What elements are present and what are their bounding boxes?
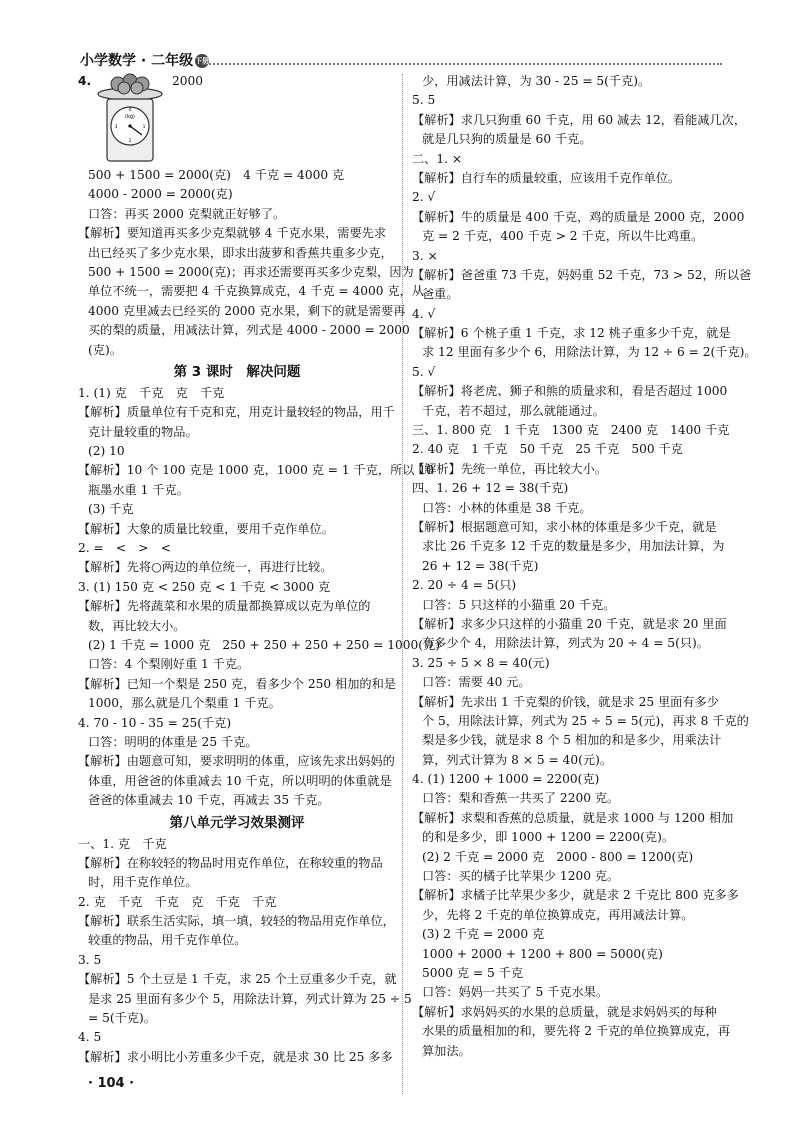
text-line: 500 + 1500 = 2000(克) 4 千克 = 4000 克 (88, 168, 345, 182)
header-title: 小学数学 · 二年级 下册 (80, 53, 210, 69)
page-number: · 104 · (88, 1076, 135, 1091)
text-line: 1000，那么就是几个梨重 1 千克。 (88, 696, 281, 711)
text-line: 求 12 里面有多少个 6，用除法计算，为 12 ÷ 6 = 2(千克)。 (422, 345, 757, 360)
text-line: 【解析】爸爸重 73 千克，妈妈重 52 千克，73 > 52，所以爸 (412, 267, 752, 282)
text-line: (2) 1 千克 = 1000 克 250 + 250 + 250 + 250 = 1000(克) (88, 637, 440, 652)
text-line: 时，用千克作单位。 (88, 875, 198, 890)
svg-text:(kg): (kg) (125, 114, 135, 120)
text-line: 是求 25 里面有多少个 5，用除法计算，列式计算为 25 ÷ 5 (88, 991, 412, 1006)
text-line: 【解析】10 个 100 克是 1000 克，1000 克 = 1 千克，所以 10 (78, 463, 434, 478)
text-line: 2. = < > < (78, 541, 171, 556)
text-line: 【解析】由题意可知，要求明明的体重，应该先求出妈妈的 (78, 754, 395, 769)
text-line: 瓶墨水重 1 千克。 (88, 482, 189, 497)
text-line: 4. 70 - 10 - 35 = 25(千克) (78, 715, 232, 730)
text-line: 3. × (412, 248, 438, 263)
text-line: 2. 克 千克 千克 克 千克 千克 (78, 894, 277, 909)
svg-text:0: 0 (128, 108, 132, 113)
text-line: 1. (1) 克 千克 克 千克 (78, 385, 225, 400)
text-line: (3) 2 千克 = 2000 克 (422, 927, 545, 942)
text-line: 【解析】自行车的质量较重，应该用千克作单位。 (412, 170, 681, 185)
text-line: 水果的质量相加的和，要先将 2 千克的单位换算成克，再 (422, 1024, 731, 1039)
edition-badge: 下册 (195, 54, 209, 68)
text-line: 5. √ (412, 364, 436, 379)
text-line: 爸重。 (422, 287, 459, 302)
scale-answer: 2000 (172, 74, 204, 88)
text-line: 【解析】牛的质量是 400 千克，鸡的质量是 2000 克，2000 (412, 209, 745, 224)
text-line: 4. √ (412, 306, 436, 321)
text-line: 4000 克里减去已经买的 2000 克水果，剩下的就是需要再 (88, 303, 406, 318)
text-line: 有多少个 4，用除法计算，列式为 20 ÷ 4 = 5(只)。 (422, 636, 709, 651)
text-line: 【解析】5 个土豆是 1 千克，求 25 个土豆重多少千克，就 (78, 972, 397, 987)
svg-text:3: 3 (114, 125, 118, 130)
text-line: 就是几只狗的质量是 60 千克。 (422, 132, 592, 147)
text-line: 【解析】大象的质量比较重，要用千克作单位。 (78, 521, 334, 536)
text-line: 体重，用爸爸的体重减去 10 千克，所以明明的体重就是 (88, 773, 392, 788)
text-line: 【解析】联系生活实际，填一填，较轻的物品用克作单位， (78, 914, 395, 929)
text-line: 四、1. 26 + 12 = 38(千克) (412, 481, 569, 496)
text-line: 三、1. 800 克 1 千克 1300 克 2400 克 1400 千克 (412, 423, 730, 438)
text-line: 千克，若不超过，那么就能通过。 (422, 403, 605, 418)
text-line: 【解析】先将蔬菜和水果的质量都换算成以克为单位的 (78, 599, 371, 614)
text-line: 4. 5 (78, 1030, 102, 1045)
page-header (80, 50, 722, 72)
text-line: 口答：明明的体重是 25 千克。 (88, 734, 258, 749)
svg-text:1: 1 (142, 125, 146, 130)
text-line: 口答：小林的体重是 38 千克。 (422, 500, 592, 515)
text-line: 【解析】求橘子比苹果少多少，就是求 2 千克比 800 克多多 (412, 888, 739, 903)
text-line: 26 + 12 = 38(千克) (422, 558, 539, 573)
text-line: 【解析】质量单位有千克和克，用克计量较轻的物品，用千 (78, 405, 395, 420)
right-column (412, 72, 757, 1061)
text-line: 个 5，用除法计算，列式为 25 ÷ 5 = 5(元)，再求 8 千克的 (422, 713, 749, 728)
text-line: 口答：4 个梨刚好重 1 千克。 (88, 657, 250, 672)
text-line: 口答：妈妈一共买了 5 千克水果。 (422, 985, 609, 1000)
text-line: (2) 10 (88, 444, 125, 459)
text-line: 口答：5 只这样的小猫重 20 千克。 (422, 597, 616, 612)
question-number: 4. (78, 74, 92, 88)
text-line: 【解析】先求出 1 千克梨的价钱，就是求 25 里面有多少 (412, 694, 719, 709)
text-line: 1000 + 2000 + 1200 + 800 = 5000(克) (422, 946, 663, 961)
svg-text:2: 2 (128, 139, 132, 144)
text-line: 少，先将 2 千克的单位换算成克，再用减法计算。 (422, 907, 694, 922)
text-line: 3. 5 (78, 952, 102, 967)
text-line: 【解析】在称较轻的物品时用克作单位，在称较重的物品 (78, 855, 383, 870)
left-answer-block-2 (78, 384, 440, 811)
text-line: 【解析】求小明比小芳重多少千克，就是求 30 比 25 多多 (78, 1049, 393, 1064)
text-line: 2. 20 ÷ 4 = 5(只) (412, 578, 517, 593)
text-line: 【解析】求多少只这样的小猫重 20 千克，就是求 20 里面 (412, 616, 727, 631)
text-line: (克)。 (88, 342, 122, 357)
left-answer-block-3 (78, 835, 412, 1068)
text-line: 【解析】求妈妈买的水果的总质量，就是求妈妈买的每种 (412, 1004, 717, 1019)
text-line: 算，列式计算为 8 × 5 = 40(元)。 (422, 752, 613, 767)
text-line: 出已经买了多少克水果，即求出菠萝和香蕉共重多少克， (88, 245, 393, 260)
text-line: 的和是多少，即 1000 + 1200 = 2200(克)。 (422, 830, 675, 845)
text-line: 数，再比较大小。 (88, 618, 186, 633)
text-line: 【解析】要知道再买多少克梨就够 4 千克水果，需要先求 (78, 226, 387, 241)
text-line: 4000 - 2000 = 2000(克) (88, 187, 233, 202)
text-line: 【解析】已知一个梨是 250 克，看多少个 250 相加的和是 (78, 676, 396, 691)
text-line: = 5(千克)。 (88, 1011, 156, 1026)
text-line: 500 + 1500 = 2000(克)；再求还需要再买多少克梨，因为 (88, 264, 414, 279)
text-line: 3. 25 ÷ 5 × 8 = 40(元) (412, 655, 550, 670)
column-divider (402, 74, 403, 1094)
text-line: 【解析】根据题意可知，求小林的体重是多少千克，就是 (412, 519, 717, 534)
unit-test-heading: 第八单元学习效果测评 (169, 814, 305, 831)
text-line: 口答：需要 40 元。 (422, 675, 531, 690)
text-line: 【解析】先将○两边的单位统一，再进行比较。 (78, 560, 333, 575)
lesson-heading: 第 3 课时 解决问题 (173, 363, 301, 380)
text-line: 较重的物品，用千克作单位。 (88, 933, 247, 948)
text-line: 口答：再买 2000 克梨就正好够了。 (88, 206, 286, 221)
text-line: 【解析】先统一单位，再比较大小。 (412, 461, 607, 476)
text-line: 5000 克 = 5 千克 (422, 965, 524, 980)
text-line: 爸爸的体重减去 10 千克，再减去 35 千克。 (88, 793, 330, 808)
text-line: 口答：梨和香蕉一共买了 2200 克。 (422, 791, 620, 806)
text-line: (3) 千克 (88, 502, 134, 517)
left-answer-block-1 (78, 166, 424, 360)
text-line: 2. 40 克 1 千克 50 千克 25 千克 500 千克 (412, 442, 683, 457)
right-answer-block (412, 72, 757, 1061)
header-dotted-rule (202, 63, 722, 65)
text-line: 克 = 2 千克，400 千克 > 2 千克，所以牛比鸡重。 (422, 229, 704, 244)
text-line: 二、1. × (412, 151, 463, 166)
text-line: 求比 26 千克多 12 千克的数量是多少，用加法计算，为 (422, 539, 725, 554)
text-line: 【解析】求几只狗重 60 千克，用 60 减去 12，看能减几次， (412, 112, 747, 127)
scale-question (78, 72, 396, 166)
text-line: 一、1. 克 千克 (78, 836, 167, 851)
text-line: 【解析】6 个桃子重 1 千克，求 12 桃子重多少千克，就是 (412, 326, 731, 341)
text-line: 克计量较重的物品。 (88, 424, 198, 439)
text-line: 2. √ (412, 190, 436, 205)
text-line: 【解析】将老虎、狮子和熊的质量求和，看是否超过 1000 (412, 384, 728, 399)
text-line: 单位不统一，需要把 4 千克换算成克，4 千克 = 4000 克，从 (88, 284, 424, 299)
text-line: 算加法。 (422, 1043, 471, 1058)
text-line: 【解析】求梨和香蕉的总质量，就是求 1000 与 1200 相加 (412, 810, 734, 825)
text-line: 少，用减法计算，为 30 - 25 = 5(千克)。 (422, 74, 651, 88)
text-line: 3. (1) 150 克 < 250 克 < 1 千克 < 3000 克 (78, 579, 331, 594)
text-line: 5. 5 (412, 93, 436, 108)
text-line: 口答：买的橘子比苹果少 1200 克。 (422, 869, 620, 884)
scale-illustration (90, 72, 170, 164)
text-line: 梨是多少钱，就是求 8 个 5 相加的和是多少，用乘法计 (422, 733, 722, 748)
text-line: (2) 2 千克 = 2000 克 2000 - 800 = 1200(克) (422, 849, 694, 864)
text-line: 买的梨的质量，用减法计算，列式是 4000 - 2000 = 2000 (88, 323, 410, 338)
text-line: 4. (1) 1200 + 1000 = 2200(克) (412, 772, 600, 787)
